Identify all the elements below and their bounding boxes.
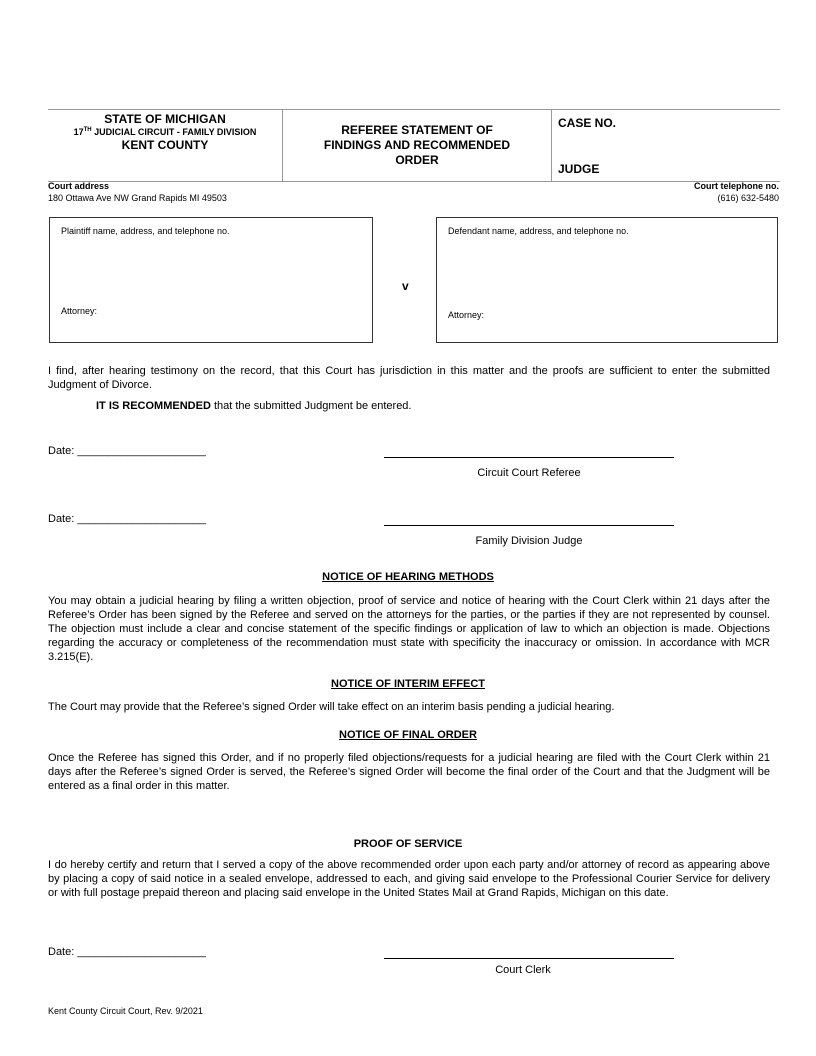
findings-text: I find, after hearing testimony on the record, that this Court has jurisdiction in this matter and the proofs are sufficient to enter the submitted Judgment of Divorce. xyxy=(48,365,770,391)
judge-caption: Family Division Judge xyxy=(475,535,583,547)
judge-label: JUDGE xyxy=(558,162,600,176)
interim-effect-title: NOTICE OF INTERIM EFFECT xyxy=(331,678,485,690)
case-number-label: CASE NO. xyxy=(558,116,617,130)
date-field-judge[interactable]: Date: _____________________ xyxy=(48,513,206,525)
circuit-name xyxy=(48,127,282,137)
defendant-label: Defendant name, address, and telephone no. xyxy=(448,226,629,236)
final-order-title: NOTICE OF FINAL ORDER xyxy=(339,729,477,741)
plaintiff-label: Plaintiff name, address, and telephone no. xyxy=(61,226,230,236)
final-order-text: Once the Referee has signed this Order, and if no properly filed objections/requests for a judicial hearing are filed with the Court Clerk within 21 days after the Referee’s signed Order is served, the Referee’s signed Order will become the final order of the Court and that the Judgment will be entered as a final order in this matter. xyxy=(48,752,770,792)
form-header xyxy=(48,109,780,182)
date-field-clerk[interactable]: Date: _____________________ xyxy=(48,946,206,958)
clerk-caption: Court Clerk xyxy=(495,964,551,976)
form-title xyxy=(283,110,552,181)
judge-signature-line[interactable] xyxy=(384,525,674,526)
form-title-line-3: ORDER xyxy=(395,153,439,167)
referee-signature-line[interactable] xyxy=(384,457,674,458)
proof-of-service-title: PROOF OF SERVICE xyxy=(353,838,463,850)
clerk-signature-line[interactable] xyxy=(384,958,674,959)
county-name: KENT COUNTY xyxy=(121,138,209,152)
versus-label: v xyxy=(402,279,409,293)
hearing-methods-title: NOTICE OF HEARING METHODS xyxy=(322,571,494,583)
hearing-methods-text: You may obtain a judicial hearing by filing a written objection, proof of service and notice of hearing with the Court Clerk within 21 days after the Referee’s Order has been signed by the Referee and served on the attorneys for the parties, or the parties if they are not represented by counsel. The objection must include a clear and concise statement of the specific findings or application of law to which an objection is made. Objections regarding the accuracy or completeness of the recommendation must state with specificity the inaccuracy or omission. In accordance with MCR 3.215(E). xyxy=(48,595,770,663)
interim-effect-text: The Court may provide that the Referee’s signed Order will take effect on an interim basis pending a judicial hearing. xyxy=(48,701,615,713)
referee-caption: Circuit Court Referee xyxy=(477,467,581,479)
circuit-number: 17 xyxy=(73,127,84,137)
final-order-heading xyxy=(0,729,816,741)
proof-of-service-text: I do hereby certify and return that I served a copy of the above recommended order upon each party and/or attorney of record as appearing above by placing a copy of said notice in a sealed envelope, addressed to each, and giving said envelope to the Professional Courier Service for delivery or with full postage prepaid thereon and placing said envelope in the United States Mail at Grand Rapids, Michigan on this date. xyxy=(48,859,770,899)
form-revision: Kent County Circuit Court, Rev. 9/2021 xyxy=(48,1006,203,1016)
plaintiff-attorney-label: Attorney: xyxy=(61,306,98,316)
interim-effect-heading xyxy=(0,678,816,690)
plaintiff-box[interactable] xyxy=(49,217,373,343)
state-name: STATE OF MICHIGAN xyxy=(104,112,226,126)
recommendation-text: that the submitted Judgment be entered. xyxy=(210,400,412,412)
court-identity xyxy=(48,110,283,181)
form-title-line-2: FINDINGS AND RECOMMENDED xyxy=(323,138,511,152)
defendant-box[interactable] xyxy=(436,217,778,343)
hearing-methods-heading xyxy=(0,571,816,583)
recommendation-bold: IT IS RECOMMENDED xyxy=(96,400,211,412)
circuit-division: JUDICIAL CIRCUIT - FAMILY DIVISION xyxy=(91,127,257,137)
date-field-referee[interactable]: Date: _____________________ xyxy=(48,445,206,457)
circuit-ordinal: TH xyxy=(83,127,92,133)
case-info xyxy=(552,110,780,181)
form-title-line-1: REFEREE STATEMENT OF xyxy=(341,123,493,137)
recommendation xyxy=(96,400,411,412)
proof-of-service-heading xyxy=(0,838,816,850)
court-phone-label: Court telephone no. xyxy=(694,181,779,191)
form-title-text xyxy=(283,123,551,168)
court-phone: (616) 632-5480 xyxy=(717,193,779,203)
court-address-label: Court address xyxy=(48,181,110,191)
court-address: 180 Ottawa Ave NW Grand Rapids MI 49503 xyxy=(48,193,227,203)
defendant-attorney-label: Attorney: xyxy=(448,310,485,320)
